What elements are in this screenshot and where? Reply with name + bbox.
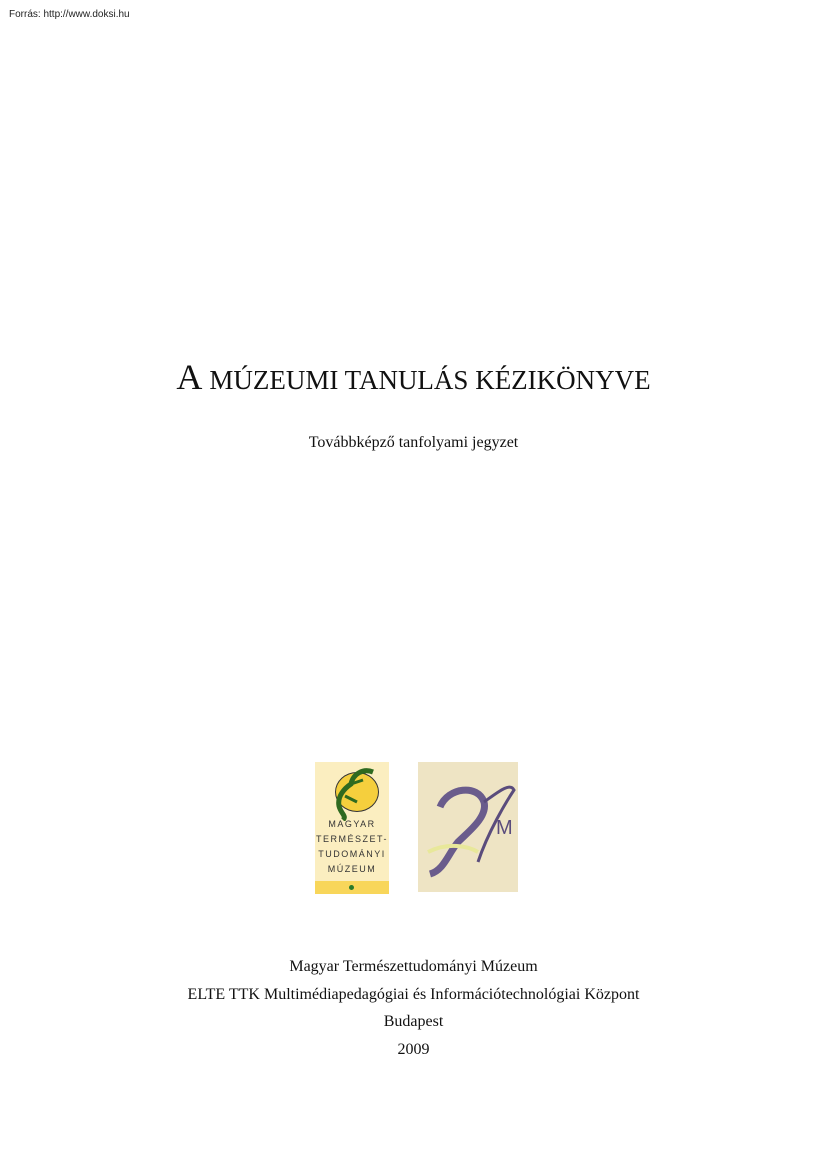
source-link[interactable]: Forrás: http://www.doksi.hu [9, 9, 130, 20]
title-rest: MÚZEUMI TANULÁS KÉZIKÖNYVE [209, 365, 651, 395]
museum-logo [315, 762, 389, 894]
year-line: 2009 [397, 1041, 430, 1058]
elte-mipi-logo [418, 762, 518, 892]
publisher-line: Magyar Természettudományi Múzeum [289, 958, 538, 975]
museum-logo-line: TUDOMÁNYI [318, 849, 386, 859]
museum-logo-line: TERMÉSZET- [315, 834, 388, 844]
elte-logo-letter: M [496, 817, 513, 839]
logo-dot [349, 885, 354, 890]
museum-logo-line: MAGYAR [328, 819, 376, 829]
place-line: Budapest [383, 1013, 444, 1030]
publisher-line: ELTE TTK Multimédiapedagógiai és Információtechnológiai Központ [187, 986, 640, 1003]
document-title [0, 356, 827, 398]
museum-logo-line: MÚZEUM [327, 864, 377, 874]
title-initial: A [176, 357, 201, 397]
document-subtitle: Továbbképző tanfolyami jegyzet [308, 434, 519, 451]
lizard-icon [323, 766, 383, 821]
